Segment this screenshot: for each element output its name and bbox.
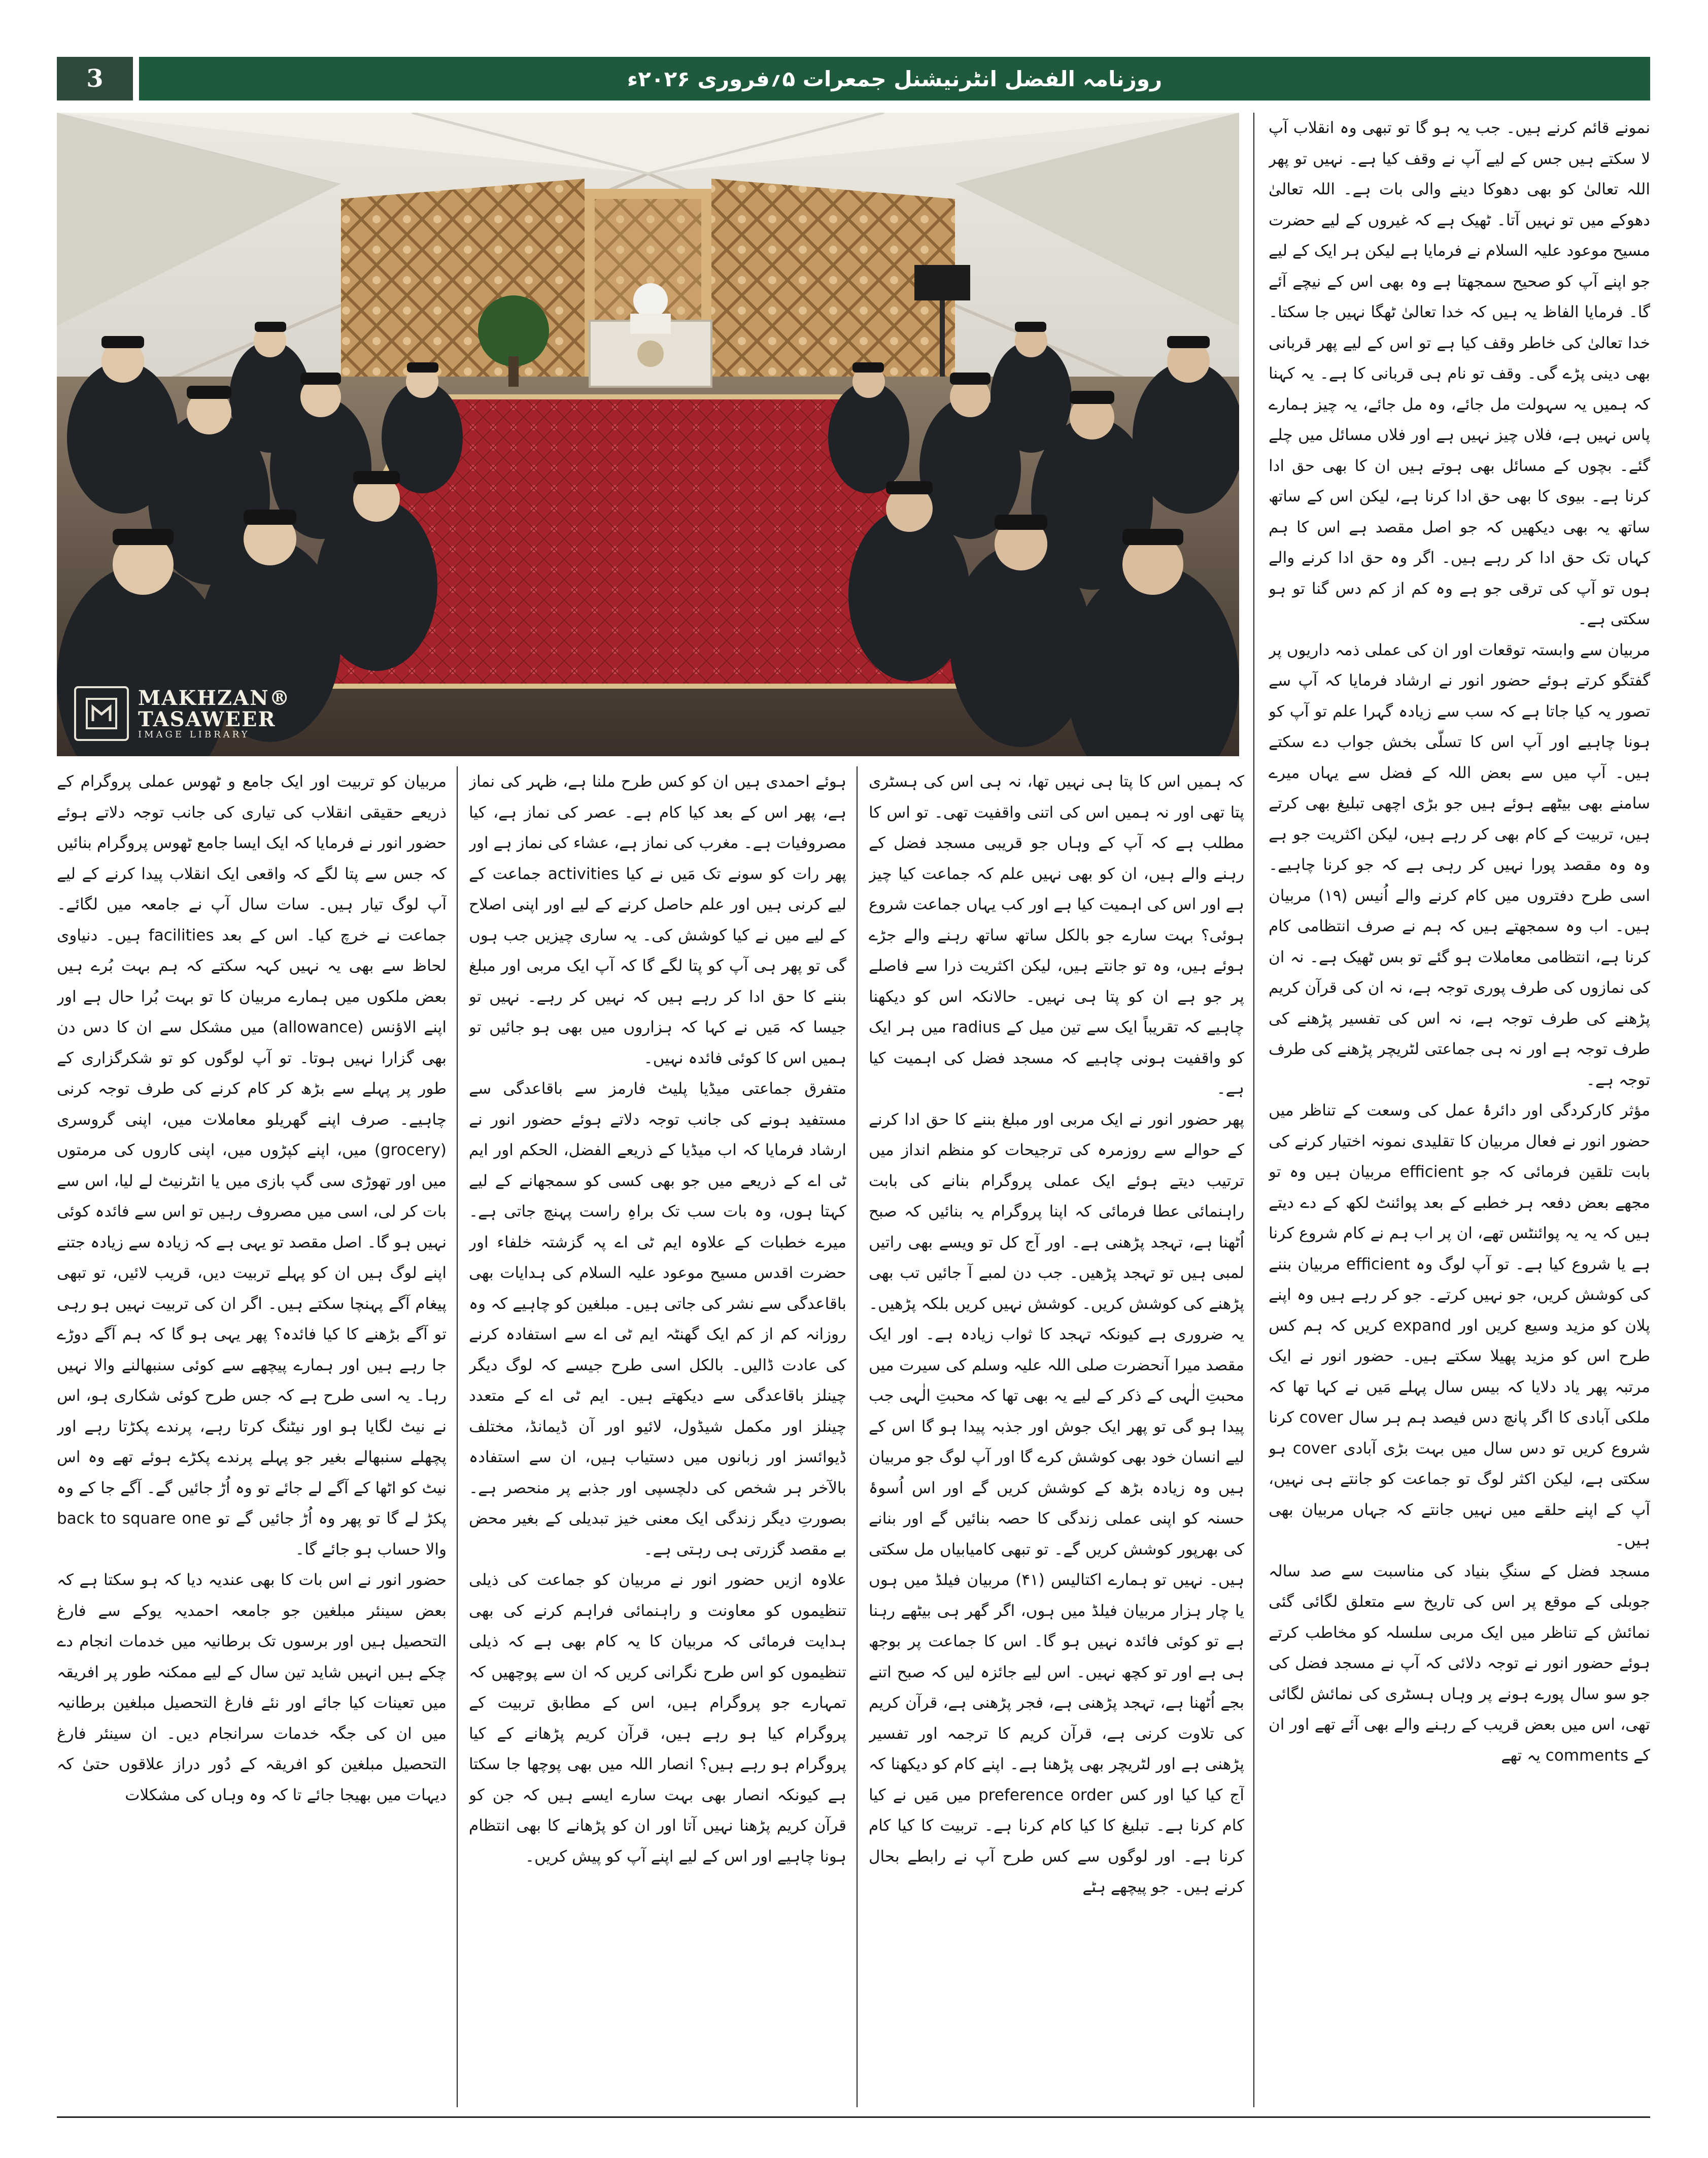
column-divider bbox=[1253, 113, 1254, 2107]
logo-line-2: TASAWEER bbox=[138, 707, 276, 731]
paragraph: مؤثر کارکردگی اور دائرۂ عمل کی وسعت کے تناظر میں حضور انور نے فعال مربیان کا تقلیدی نمونہ اختیار کرنے کی بابت تلقین فرمائی کہ جو efficient مربیان ہیں وہ تو مجھے بعض دفعہ ہر خطبے کے بعد پوائنٹ لکھ کے دے دیتے ہیں کہ یہ یہ پوائنٹس تھے، ان پر اب ہم نے کام شروع کرنا ہے یا شروع کیا ہے۔ تو آپ لوگ وہ efficient مربیان بننے کی کوشش کریں، جو نہیں کرتے۔ جو کر رہے ہیں وہ اپنے پلان کو مزید وسیع کریں اور expand کریں کہ ہم کس طرح اس کو مزید پھیلا سکتے ہیں۔ حضور انور نے ایک مرتبہ پھر یاد دلایا کہ بیس سال پہلے مَیں نے کہا تھا کہ ملکی آبادی کا اگر پانچ دس فیصد ہم ہر سال cover کرنا شروع کریں تو دس سال میں بہت بڑی آبادی cover ہو سکتی ہے، لیکن اکثر لوگ تو جماعت کو جانتے ہی نہیں، آپ کے اپنے حلقے میں نہیں جانتے کہ جہاں مربیان بھی ہیں۔ bbox=[1269, 1101, 1650, 1549]
paragraph: کہ ہمیں اس کا پتا ہی نہیں تھا، نہ ہی اس کی ہسٹری پتا تھی اور نہ ہمیں اس کی اتنی واقفیت تھی۔ تو اس کا مطلب ہے کہ آپ کے وہاں جو قریبی مسجد فضل کے رہنے والے ہیں، ان کو بھی نہیں علم کہ جماعت کیا چیز ہے اور اس کی اہمیت کیا ہے اور کب یہاں جماعت شروع ہوئی؟ بہت سارے جو بالکل ساتھ ساتھ رہنے والے جڑے ہوئے ہیں، وہ تو جانتے ہیں، لیکن اکثریت ذرا سے فاصلے پر جو ہے ان کو پتا ہی نہیں۔ حالانکہ اس کو دیکھنا چاہیے کہ تقریباً ایک سے تین میل کے radius میں ہر ایک کو واقفیت ہونی چاہیے کہ مسجد فضل کی اہمیت کیا ہے۔ bbox=[869, 772, 1244, 1098]
column-divider bbox=[857, 766, 858, 2107]
article-column-1 bbox=[1269, 113, 1650, 2112]
masthead-title: روزنامہ الفضل انٹرنیشنل جمعرات ۵؍فروری ۲۰۲۶ء bbox=[139, 57, 1650, 100]
article-column-2 bbox=[869, 766, 1244, 2112]
page-number: 3 bbox=[57, 57, 133, 100]
photo-illustration bbox=[57, 113, 1239, 756]
article-column-3 bbox=[469, 766, 846, 2112]
logo-emblem-icon bbox=[74, 686, 129, 741]
bottom-rule bbox=[57, 2116, 1650, 2118]
paragraph: متفرق جماعتی میڈیا پلیٹ فارمز سے باقاعدگی سے مستفید ہونے کی جانب توجہ دلاتے ہوئے حضور انور نے ارشاد فرمایا کہ اب میڈیا کے ذریعے الفضل، الحکم اور ایم ٹی اے کے ذریعے میں جو بھی کسی کو سمجھانے کے لیے کہتا ہوں، وہ بات سب تک براہِ راست پہنچ جاتی ہے۔ میرے خطبات کے علاوہ ایم ٹی اے پہ گزشتہ خلفاء اور حضرت اقدس مسیح موعود علیہ السلام کی ہدایات بھی باقاعدگی سے نشر کی جاتی ہیں۔ مبلغین کو چاہیے کہ وہ روزانہ کم از کم ایک گھنٹہ ایم ٹی اے سے استفادہ کرنے کی عادت ڈالیں۔ بالکل اسی طرح جیسے کہ لوگ دیگر چینلز باقاعدگی سے دیکھتے ہیں۔ ایم ٹی اے کے متعدد چینلز اور مکمل شیڈول، لائیو اور آن ڈیمانڈ، مختلف ڈیوائسز اور زبانوں میں دستیاب ہیں، ان سے استفادہ بالآخر ہر شخص کی دلچسپی اور جذبے پر منحصر ہے۔ بصورتِ دیگر زندگی ایک معنی خیز تبدیلی کے بغیر محض بے مقصد گزرتی ہی رہتی ہے۔ bbox=[469, 1080, 846, 1559]
column-divider bbox=[457, 766, 458, 2107]
paragraph: مربیان کو تربیت اور ایک جامع و ٹھوس عملی پروگرام کے ذریعے حقیقی انقلاب کی تیاری کی جانب توجہ دلاتے ہوئے حضور انور نے فرمایا کہ ایک ایسا جامع ٹھوس پروگرام بنائیں کہ جس سے پتا لگے کہ واقعی ایک انقلاب پیدا کرنے کے لیے آپ لوگ تیار ہیں۔ سات سال آپ نے جامعہ میں لگائے۔ جماعت نے خرچ کیا۔ اس کے بعد facilities ہیں۔ دنیاوی لحاظ سے بھی یہ نہیں کہہ سکتے کہ ہم بہت بُرے ہیں بعض ملکوں میں ہمارے مربیان کا تو بہت بُرا حال ہے اور اپنے الاؤنس (allowance) میں مشکل سے ان کا دس دن بھی گزارا نہیں ہوتا۔ تو آپ لوگوں کو تو شکرگزاری کے طور پر پہلے سے بڑھ کر کام کرنے کی طرف توجہ کرنی چاہیے۔ صرف اپنے گھریلو معاملات میں، اپنی گروسری (grocery) میں، اپنے کپڑوں میں، اپنی کاروں کی مرمتوں میں اور تھوڑی سی گپ بازی میں یا انٹرنیٹ لے لیا، اس سے بات کر لی، اسی میں مصروف رہیں تو اس سے فائدہ کوئی نہیں ہو گا۔ اصل مقصد تو یہی ہے کہ زیادہ سے زیادہ جتنے اپنے لوگ ہیں ان کو پہلے تربیت دیں، قریب لائیں، تو تبھی پیغام آگے پہنچا سکتے ہیں۔ اگر ان کی تربیت نہیں ہو رہی تو آگے بڑھنے کا کیا فائدہ؟ پھر یہی ہو گا کہ ہم آگے دوڑے جا رہے ہیں اور ہمارے پیچھے سے کوئی سنبھالنے والا نہیں رہا۔ یہ اسی طرح ہے کہ جس طرح کوئی شکاری ہو، اس نے نیٹ لگایا ہو اور نیٹنگ کرتا رہے، پرندے پکڑتا رہے اور پچھلے سنبھالے بغیر جو پہلے پرندے پکڑے ہوئے تھے وہ اس نیٹ کو اٹھا کے آگے لے جائے تو وہ اُڑ جائیں گے۔ آگے جا کے وہ پکڑ لے گا تو پھر وہ اُڑ جائیں گے تو back to square one والا حساب ہو جائے گا۔ bbox=[57, 772, 447, 1559]
paragraph: مسجد فضل کے سنگِ بنیاد کی مناسبت سے صد سالہ جوبلی کے موقع پر اس کی تاریخ سے متعلق لگائی گئی نمائش کے تناظر میں ایک مربی سلسلہ کو مخاطب کرتے ہوئے حضور انور نے توجہ دلائی کہ آپ نے مسجد فضل کی جو سو سال پورے ہونے پر وہاں ہسٹری کی نمائش لگائی تھی، اس میں بعض قریب کے رہنے والے بھی آئے تھے اور ان کے comments یہ تھے bbox=[1269, 1562, 1650, 1765]
page-header bbox=[57, 57, 1650, 100]
paragraph: علاوہ ازیں حضور انور نے مربیان کو جماعت کی ذیلی تنظیموں کو معاونت و راہنمائی فراہم کرنے کی بھی ہدایت فرمائی کہ مربیان کا یہ کام بھی ہے کہ ذیلی تنظیموں کو اس طرح نگرانی کریں کہ ان سے پوچھیں کہ تمہارے جو پروگرام ہیں، اس کے مطابق تربیت کے پروگرام کیا ہو رہے ہیں، قرآن کریم پڑھانے کے کیا پروگرام ہو رہے ہیں؟ انصار اللہ میں بھی پوچھا جا سکتا ہے کیونکہ انصار بھی بہت سارے ایسے ہیں کہ جن کو قرآن کریم پڑھنا نہیں آتا اور ان کو پڑھانے کا بھی انتظام ہونا چاہیے اور اس کے لیے اپنے آپ کو پیش کریں۔ bbox=[469, 1571, 846, 1866]
logo-line-1: MAKHZAN® bbox=[138, 686, 291, 710]
paragraph: ہوئے احمدی ہیں ان کو کس طرح ملنا ہے، ظہر کی نماز ہے، پھر اس کے بعد کیا کام ہے۔ عصر کی نماز ہے، کیا مصروفیات ہے۔ مغرب کی نماز ہے، عشاء کی نماز ہے اور پھر رات کو سونے تک مَیں نے کیا activities جماعت کے لیے کرنی ہیں اور علم حاصل کرنے کے لیے اور اپنی اصلاح کے لیے میں نے کیا کوشش کی۔ یہ ساری چیزیں جب ہوں گی تو پھر ہی آپ کو پتا لگے گا کہ آپ ایک مربی اور مبلغ بننے کا حق ادا کر رہے ہیں کہ نہیں کر رہے۔ نہیں تو جیسا کہ مَیں نے کہا کہ ہزاروں میں بھی ہو جائیں تو ہمیں اس کا کوئی فائدہ نہیں۔ bbox=[469, 772, 846, 1067]
paragraph: نمونے قائم کرنے ہیں۔ جب یہ ہو گا تو تبھی وہ انقلاب آپ لا سکتے ہیں جس کے لیے آپ نے وقف کیا ہے۔ نہیں تو پھر اللہ تعالیٰ کو بھی دھوکا دینے والی بات ہے۔ اللہ تعالیٰ دھوکے میں تو نہیں آتا۔ ٹھیک ہے کہ غیروں کے لیے حضرت مسیح موعود علیہ السلام نے فرمایا ہے لیکن ہر ایک کے لیے جو اپنے آپ کو صحیح سمجھتا ہے وہ بھی اس کے نیچے آئے گا۔ فرمایا الفاظ یہ ہیں کہ خدا تعالیٰ ٹھگا نہیں جا سکتا۔ خدا تعالیٰ کی خاطر وقف کیا ہے تو اس کے لیے پھر قربانی بھی دینی پڑے گی۔ وقف تو نام ہی قربانی کا ہے۔ یہ کہنا کہ ہمیں یہ سہولت مل جائے، وہ مل جائے، یہ چیز ہمارے پاس نہیں ہے، فلاں چیز نہیں ہے اور فلاں مسائل میں چلے گئے۔ بچوں کے مسائل بھی ہوتے ہیں ان کا بھی حق ادا کرنا ہے۔ بیوی کا بھی حق ادا کرنا ہے، لیکن اس کے ساتھ ساتھ یہ بھی دیکھیں کہ جو اصل مقصد ہے اس کا ہم کہاں تک حق ادا کر رہے ہیں۔ اگر وہ حق ادا کرنے والے ہوں تو آپ کی ترقی جو ہے وہ کم از کم دس گنا تو ہو سکتی ہے۔ bbox=[1269, 119, 1650, 628]
event-photo bbox=[57, 113, 1239, 756]
paragraph: پھر حضور انور نے ایک مربی اور مبلغ بننے کا حق ادا کرنے کے حوالے سے روزمرہ کی ترجیحات کو منظم انداز میں ترتیب دیتے ہوئے ایک عملی پروگرام بنانے کی بابت راہنمائی عطا فرمائی کہ اپنا پروگرام یہ بنائیں کہ صبح اُٹھنا ہے، تہجد پڑھنی ہے۔ اور آج کل تو ویسے بھی راتیں لمبی ہیں تو تہجد پڑھیں۔ جب دن لمبے آ جائیں تب بھی پڑھنے کی کوشش کریں۔ کوشش نہیں کریں بلکہ پڑھیں۔ یہ ضروری ہے کیونکہ تہجد کا ثواب زیادہ ہے۔ اور ایک مقصد میرا آنحضرت صلی اللہ علیہ وسلم کی سیرت میں محبتِ الٰہی کے ذکر کے لیے یہ بھی تھا کہ محبتِ الٰہی جب پیدا ہو گی تو پھر ایک جوش اور جذبہ پیدا ہو گا اس کے لیے انسان خود بھی کوشش کرے گا اور آپ لوگ جو مربیان ہیں وہ زیادہ بڑھ کے کوشش کریں گے اور اس اُسوۂ حسنہ کو اپنی عملی زندگی کا حصہ بنائیں گے اور بنانے کی بھرپور کوشش کریں گے۔ تو تبھی کامیابیاں مل سکتی ہیں۔ نہیں تو ہمارے اکتالیس (۴۱) مربیان فیلڈ میں ہوں یا چار ہزار مربیان فیلڈ میں ہوں، اگر گھر ہی بیٹھے رہنا ہے تو کوئی فائدہ نہیں ہو گا۔ اس کا جماعت پر بوجھ ہی ہے اور تو کچھ نہیں۔ اس لیے جائزہ لیں کہ صبح اتنے بجے اُٹھنا ہے، تہجد پڑھنی ہے، فجر پڑھنی ہے، قرآن کریم کی تلاوت کرنی ہے، قرآن کریم کا ترجمہ اور تفسیر پڑھنی ہے اور لٹریچر بھی پڑھنا ہے۔ اپنے کام کو دیکھنا کہ آج کیا کیا اور کس preference order میں مَیں نے کیا کام کرنا ہے۔ تبلیغ کا کیا کام کرنا ہے۔ تربیت کا کیا کام کرنا ہے۔ اور لوگوں سے کس طرح آپ نے رابطے بحال کرنے ہیں۔ جو پیچھے ہٹے bbox=[869, 1110, 1244, 1896]
paragraph: حضور انور نے اس بات کا بھی عندیہ دیا کہ ہو سکتا ہے کہ بعض سینئر مبلغین جو جامعہ احمدیہ یوکے سے فارغ التحصیل ہیں اور برسوں تک برطانیہ میں خدمات انجام دے چکے ہیں انہیں شاید تین سال کے لیے ممکنہ طور پر افریقہ میں تعینات کیا جائے اور نئے فارغ التحصیل مبلغین برطانیہ میں ان کی جگہ خدمات سرانجام دیں۔ ان سینئر فارغ التحصیل مبلغین کو افریقہ کے دُور دراز علاقوں حتیٰ کہ دیہات میں بھیجا جائے تا کہ وہ وہاں کی مشکلات bbox=[57, 1571, 447, 1804]
makhzan-tasaweer-logo bbox=[74, 686, 291, 741]
logo-line-3: IMAGE LIBRARY bbox=[138, 729, 250, 740]
article-column-4 bbox=[57, 766, 447, 2112]
paragraph: مربیان سے وابستہ توقعات اور ان کی عملی ذمہ داریوں پر گفتگو کرتے ہوئے حضور انور نے ارشاد فرمایا کہ آپ سے تصور یہ کیا جاتا ہے کہ سب سے زیادہ گہرا علم تو آپ کو ہونا چاہیے اور آپ اس کا تسلّی بخش جواب دے سکتے ہیں۔ آپ میں سے بعض اللہ کے فضل سے یہاں میرے سامنے بھی بیٹھے ہوئے ہیں جو بڑی اچھی تبلیغ بھی کرتے ہیں، تربیت کے کام بھی کر رہے ہیں، لیکن اکثریت جو ہے وہ وہ مقصد پورا نہیں کر رہی ہے کہ جو کرنا چاہیے۔ اسی طرح دفتروں میں کام کرنے والے اُنیس (۱۹) مربیان ہیں۔ اب وہ سمجھتے ہیں کہ ہم نے صرف انتظامی کام کرنا ہے، انتظامی معاملات ہو گئے تو بس ٹھیک ہے۔ نہ ان کی نمازوں کی طرف پوری توجہ ہے، نہ ان کی قرآن کریم پڑھنے کی طرف توجہ ہے، نہ اس کی تفسیر پڑھنے کی طرف توجہ ہے اور نہ ہی جماعتی لٹریچر پڑھنے کی طرف توجہ ہے۔ bbox=[1269, 640, 1650, 1089]
